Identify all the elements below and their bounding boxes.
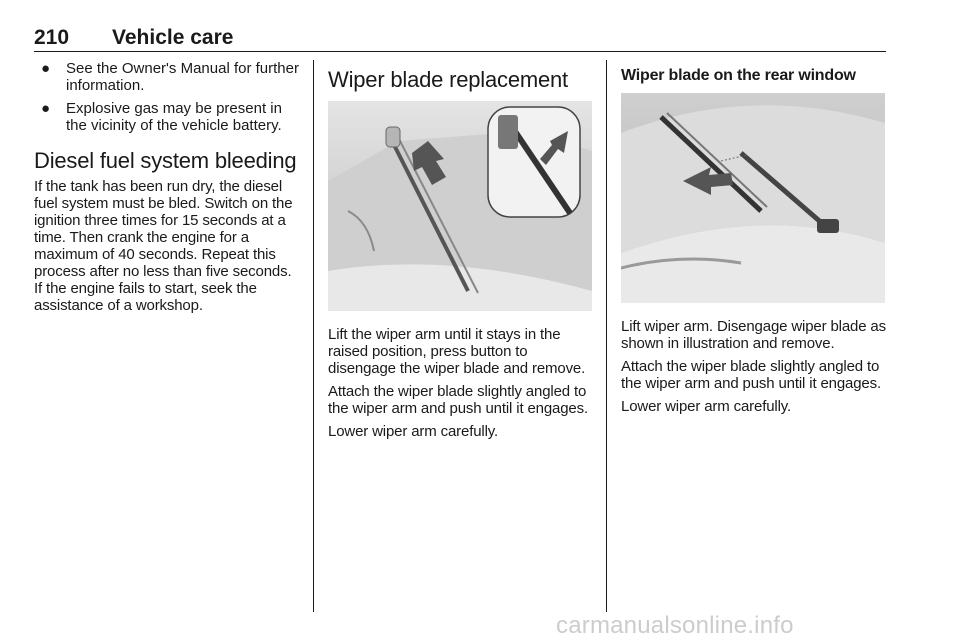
watermark: carmanualsonline.info <box>556 612 794 639</box>
column-divider-1 <box>313 60 314 612</box>
column-3 <box>621 60 887 415</box>
wiper-replacement-step-2: Attach the wiper blade slightly angled to the wiper arm and push until it engages. <box>328 383 588 417</box>
page-number: 210 <box>34 26 70 49</box>
bullet-list <box>34 60 300 134</box>
diesel-bleeding-paragraph: If the tank has been run dry, the diesel fuel system must be bled. Switch on the ignition three times for 15 seconds at a time. Then crank the engine for a maximum of 40 seconds. Repeat this process after no less than five seconds. If the engine fails to start, seek the assistance of a workshop. <box>34 178 293 314</box>
wiper-replacement-step-3: Lower wiper arm carefully. <box>328 423 499 440</box>
wiper-replacement-heading: Wiper blade replacement <box>328 67 568 92</box>
rear-wiper-heading: Wiper blade on the rear window <box>621 67 856 84</box>
header-rule <box>34 51 886 52</box>
page-header <box>34 26 886 52</box>
column-divider-2 <box>606 60 607 612</box>
bullet-text: See the Owner's Manual for further information. <box>66 60 299 94</box>
section-title: Vehicle care <box>112 26 234 49</box>
column-1 <box>34 60 300 314</box>
rear-wiper-step-3: Lower wiper arm carefully. <box>621 398 792 415</box>
bullet-dot-icon: ● <box>41 60 51 77</box>
rear-wiper-step-2: Attach the wiper blade slightly angled to the wiper arm and push until it engages. <box>621 358 881 392</box>
diesel-bleeding-heading: Diesel fuel system bleeding <box>34 148 297 173</box>
bullet-item <box>34 60 300 94</box>
bullet-dot-icon: ● <box>41 100 51 117</box>
column-2 <box>328 60 592 440</box>
rear-wiper-step-1: Lift wiper arm. Disengage wiper blade as shown in illustration and remove. <box>621 318 886 352</box>
rear-window-wiper-illustration <box>621 93 885 303</box>
bullet-item <box>34 100 300 134</box>
windscreen-wiper-illustration <box>328 101 592 311</box>
bullet-text: Explosive gas may be present in the vicinity of the vehicle battery. <box>66 100 282 134</box>
wiper-replacement-step-1: Lift the wiper arm until it stays in the raised position, press button to disengage the wiper blade and remove. <box>328 326 586 377</box>
